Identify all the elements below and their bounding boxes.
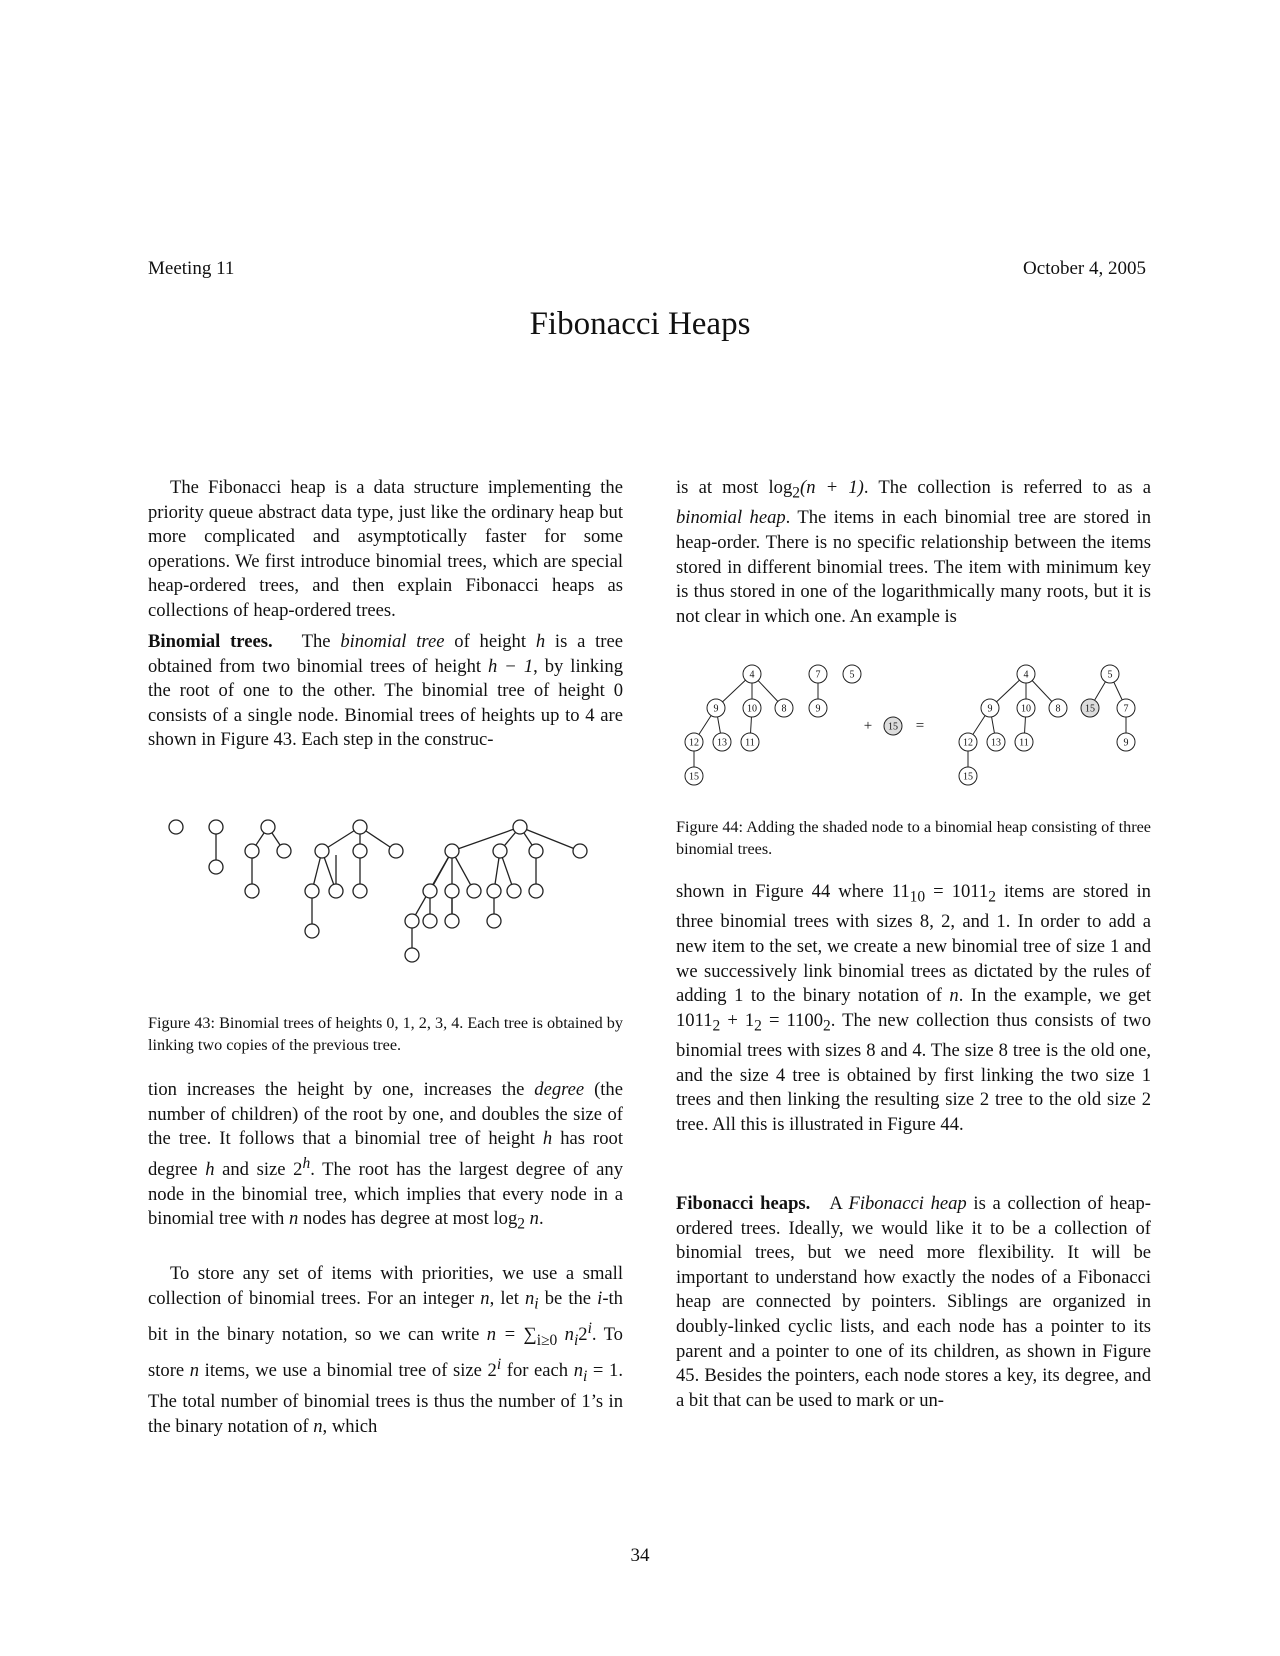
fig44-key: 4 (749, 669, 755, 681)
fig44-key: 7 (1123, 703, 1129, 715)
running-header-right: October 4, 2005 (1023, 258, 1146, 279)
fig44-key: 12 (963, 737, 973, 749)
right-paragraph-example: shown in Figure 44 where $11_{10} = 1011_2$ items are stored in three binomial trees with sizes 8, 2, and 1. In order to add a new item to the set, we create a new binomial tree of size 1 and we successively link binomial trees as dictated by the rules of adding 1 to the binary notation of n. In the example, we get $1011_2 + 1_2 = 1100_2$. The new collection thus consists of two binomial trees with sizes 8 and 4. The size 8 tree is the old one, and the size 4 tree is obtained by first linking the two size 1 trees and then linking the resulting size 2 tree to the old size 2 tree. All this is illustrated in Figure 44. (676, 881, 1151, 1135)
fig44-key: 9 (713, 703, 719, 715)
section-heading-fibonacci-heaps: Fibonacci heaps. (676, 1193, 811, 1214)
left-paragraph-store-items: To store any set of items with priorities, we use a small collection of binomial trees. For an integer n, let $n_i$ be the i-th bit in the binary notation, so we can write $n = \sum_{i\ge 0}$ $n_i2^i$. To store n items, we use a binomial tree of size 2$^i$ for each $n_i = 1$. The total number of binomial trees is thus the number of 1’s in the binary notation of n, which (148, 1263, 623, 1437)
fig44-key: 11 (1019, 737, 1029, 749)
fig44-key: 13 (991, 737, 1001, 749)
fig44-key: 7 (815, 669, 821, 681)
figure-43-caption: Figure 43: Binomial trees of heights 0, 1, 2, 3, 4. Each tree is obtained by linking two copies of the previous tree. (148, 1014, 623, 1054)
fig44-key: 9 (1123, 737, 1129, 749)
page-title: Fibonacci Heaps (529, 306, 751, 342)
fig44-key: 15 (963, 771, 973, 783)
fig44-key: 8 (781, 703, 787, 715)
figure-44-caption: Figure 44: Adding the shaded node to a binomial heap consisting of three binomial trees. (676, 818, 1151, 858)
page-number: 34 (630, 1545, 650, 1566)
fig44-key: 8 (1055, 703, 1061, 715)
fig44-key: 15 (1085, 703, 1095, 715)
fig44-key: 4 (1023, 669, 1029, 681)
right-paragraph-binomial-heap: is at most $\log_2(n + 1)$. The collection is referred to as a binomial heap. The items in each binomial tree are stored in heap-order. There is no specific relationship between the items stored in different binomial trees. The item with minimum key is thus stored in one of the logarithmically many roots, but it is not clear in which one. An example is (676, 477, 1151, 627)
left-paragraph-intro: The Fibonacci heap is a data structure implementing the priority queue abstract data type, just like the ordinary heap but more complicated and asymptotically faster for some operations. We first introduce binomial trees, which are special heap-ordered trees, and then explain Fibonacci heaps as collections of heap-ordered trees. (148, 477, 623, 621)
fig44-equals: = (915, 718, 925, 734)
fig44-plus: + (863, 718, 873, 734)
fig44-key: 5 (1107, 669, 1113, 681)
fig44-key: 10 (1021, 703, 1031, 715)
section-heading-binomial-trees: Binomial trees. (148, 631, 273, 652)
left-paragraph-degree: tion increases the height by one, increases the degree (the number of children) of the root by one, and doubles the size of the tree. It follows that a binomial tree of height h has root degree h and size 2$^h$. The root has the largest degree of any node in the binomial tree, which implies that every node in a binomial tree with n nodes has degree at most $\log_2 n$. (148, 1079, 624, 1233)
fig44-key: 5 (849, 669, 855, 681)
fig44-key: 11 (745, 737, 755, 749)
fig44-key: 13 (717, 737, 727, 749)
figure-43-binomial-trees (160, 815, 600, 995)
fig44-key: 9 (987, 703, 993, 715)
figure-44-binomial-heap-add (676, 660, 1156, 790)
right-paragraph-fibonacci-heaps: Fibonacci heaps. A Fibonacci heap is a collection of heap-ordered trees. Ideally, we would like it to be a collection of binomial trees, but we need more flexibility. It will be important to understand how exactly the nodes of a Fibonacci heap are connected by pointers. Siblings are organized in doubly-linked cyclic lists, and each node has a pointer to its parent and a pointer to one of its children, as shown in Figure 45. Besides the pointers, each node stores a key, its degree, and a bit that can be used to mark or un- (676, 1193, 1151, 1411)
fig44-key: 15 (689, 771, 699, 783)
fig44-key: 10 (747, 703, 757, 715)
fig44-key: 12 (689, 737, 699, 749)
fig44-new-key: 15 (888, 721, 898, 733)
fig44-key: 9 (815, 703, 821, 715)
running-header-left: Meeting 11 (148, 258, 235, 279)
left-paragraph-binomial-trees: Binomial trees. The binomial tree of height h is a tree obtained from two binomial trees of height h − 1, by linking the root of one to the other. The binomial tree of height 0 consists of a single node. Binomial trees of heights up to 4 are shown in Figure 43. Each step in the construc- (148, 631, 623, 751)
